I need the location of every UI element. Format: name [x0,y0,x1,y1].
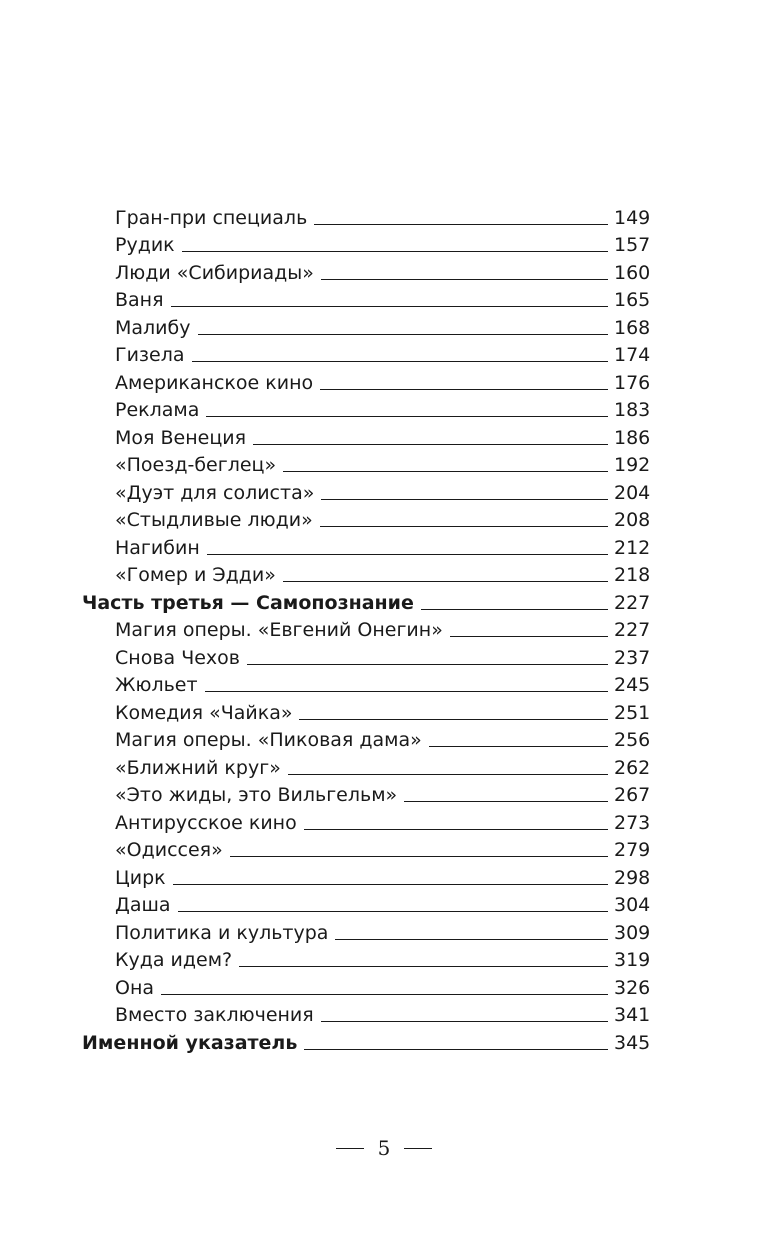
toc-leader-line [304,829,608,830]
toc-entry-title: Американское кино [115,371,314,394]
toc-leader-line [230,856,608,857]
toc-part-heading [0,1026,768,1054]
toc-entry [0,779,768,807]
toc-entry [0,999,768,1027]
toc-entry-title: Малибу [115,316,191,339]
toc-entry-page: 267 [614,784,651,806]
toc-leader-line [299,719,608,720]
toc-leader-line [335,939,608,940]
toc-entry [0,614,768,642]
toc-leader-line [239,966,608,967]
toc-entry [0,256,768,284]
toc-entry-page: 204 [614,481,651,504]
toc-entry [0,806,768,834]
toc-entry-title: Гизела [115,344,185,366]
toc-leader-line [404,801,608,802]
toc-entry-page: 183 [614,399,651,421]
toc-entry-title: Цирк [115,866,166,889]
toc-entry [0,229,768,257]
toc-entry-page: 192 [614,454,651,476]
toc-entry-page: 157 [614,234,651,256]
toc-entry-title: «Дуэт для солиста» [115,481,315,504]
toc-entry-title: «Одиссея» [115,839,223,861]
toc-entry-page: 168 [614,316,651,339]
toc-entry-title: Вместо заключения [115,1004,314,1026]
toc-entry-page: 186 [614,426,651,449]
toc-entry-page: 298 [614,866,651,889]
folio-dash-left [336,1148,364,1149]
toc-entry-page: 160 [614,261,651,284]
toc-leader-line [247,664,608,665]
toc-entry-page: 319 [614,949,651,971]
toc-entry [0,751,768,779]
toc-leader-line [182,251,608,252]
toc-entry [0,971,768,999]
toc-entry [0,284,768,312]
toc-entry-page: 273 [614,811,651,834]
toc-leader-line [198,334,609,335]
toc-entry-title: Рудик [115,234,175,256]
toc-leader-line [171,306,608,307]
toc-entry [0,339,768,367]
toc-entry-title: Нагибин [115,536,200,559]
toc-entry-title: «Стыдливые люди» [115,509,313,531]
toc-entry [0,201,768,229]
toc-leader-line [429,746,608,747]
toc-leader-line [283,581,608,582]
toc-leader-line [320,526,608,527]
toc-entry-title: Магия оперы. «Евгений Онегин» [115,619,443,641]
toc-entry [0,311,768,339]
toc-leader-line [321,1021,608,1022]
toc-entry-title: Часть третья — Самопознание [82,591,414,614]
toc-entry-title: Именной указатель [82,1031,298,1054]
toc-entry [0,724,768,752]
toc-leader-line [173,884,608,885]
toc-entry-title: Она [115,976,155,999]
toc-entry-title: «Гомер и Эдди» [115,564,276,586]
toc-leader-line [207,554,608,555]
toc-leader-line [450,636,608,637]
toc-entry-page: 212 [614,536,651,559]
toc-entry-page: 309 [614,921,651,944]
toc-leader-line [206,416,608,417]
toc-entry [0,421,768,449]
toc-entry-title: «Поезд-беглец» [115,454,277,476]
toc-entry [0,531,768,559]
toc-entry [0,696,768,724]
toc-entry-title: Люди «Сибириады» [115,261,314,284]
toc-entry-page: 345 [614,1031,651,1054]
toc-entry [0,476,768,504]
toc-leader-line [205,691,608,692]
toc-entry [0,834,768,862]
toc-leader-line [161,994,608,995]
toc-entry [0,889,768,917]
toc-entry-title: Политика и культура [115,921,329,944]
toc-entry-title: Антирусское кино [115,811,297,834]
toc-entry-page: 149 [614,206,651,229]
toc-leader-line [421,609,608,610]
page-folio [0,1136,768,1160]
toc-entry-page: 227 [614,619,651,641]
toc-entry-title: Моя Венеция [115,426,247,449]
toc-entry [0,669,768,697]
toc-entry [0,449,768,477]
toc-entry-title: Снова Чехов [115,646,240,669]
toc-leader-line [253,444,608,445]
toc-entry [0,944,768,972]
toc-leader-line [321,279,608,280]
toc-entry [0,504,768,532]
page-number: 5 [377,1136,391,1160]
toc-entry [0,366,768,394]
toc-entry-title: Гран-при специаль [115,206,308,229]
toc-entry-title: Даша [115,894,171,916]
toc-leader-line [314,224,608,225]
toc-leader-line [288,774,608,775]
toc-entry-page: 208 [614,509,651,531]
toc-entry-title: Жюльет [115,674,198,696]
toc-entry-title: Магия оперы. «Пиковая дама» [115,729,422,751]
toc-entry-page: 237 [614,646,651,669]
toc-leader-line [321,499,608,500]
toc-entry-page: 341 [614,1004,651,1026]
toc-leader-line [304,1049,608,1050]
toc-leader-line [283,471,608,472]
toc-leader-line [178,911,608,912]
toc-entry-page: 326 [614,976,651,999]
toc-entry [0,559,768,587]
toc-entry [0,641,768,669]
toc-entry [0,861,768,889]
toc-entry-title: «Ближний круг» [115,756,281,779]
toc-entry-title: «Это жиды, это Вильгельм» [115,784,398,806]
toc-entry-page: 251 [614,701,651,724]
toc-entry-page: 174 [614,344,651,366]
toc-entry [0,916,768,944]
toc-entry [0,394,768,422]
toc-leader-line [320,389,608,390]
toc-entry-title: Реклама [115,399,200,421]
toc-part-heading [0,586,768,614]
toc-entry-page: 176 [614,371,651,394]
toc-entry-page: 227 [614,591,651,614]
toc-entry-page: 256 [614,729,651,751]
toc-entry-title: Куда идем? [115,949,233,971]
toc-entry-page: 304 [614,894,651,916]
toc-leader-line [192,361,608,362]
toc-entry-page: 245 [614,674,651,696]
toc-entry-page: 262 [614,756,651,779]
toc-entry-title: Ваня [115,289,164,311]
table-of-contents [0,201,768,1054]
toc-entry-title: Комедия «Чайка» [115,701,293,724]
toc-entry-page: 279 [614,839,651,861]
folio-dash-right [404,1148,432,1149]
toc-entry-page: 165 [614,289,651,311]
toc-entry-page: 218 [614,564,651,586]
